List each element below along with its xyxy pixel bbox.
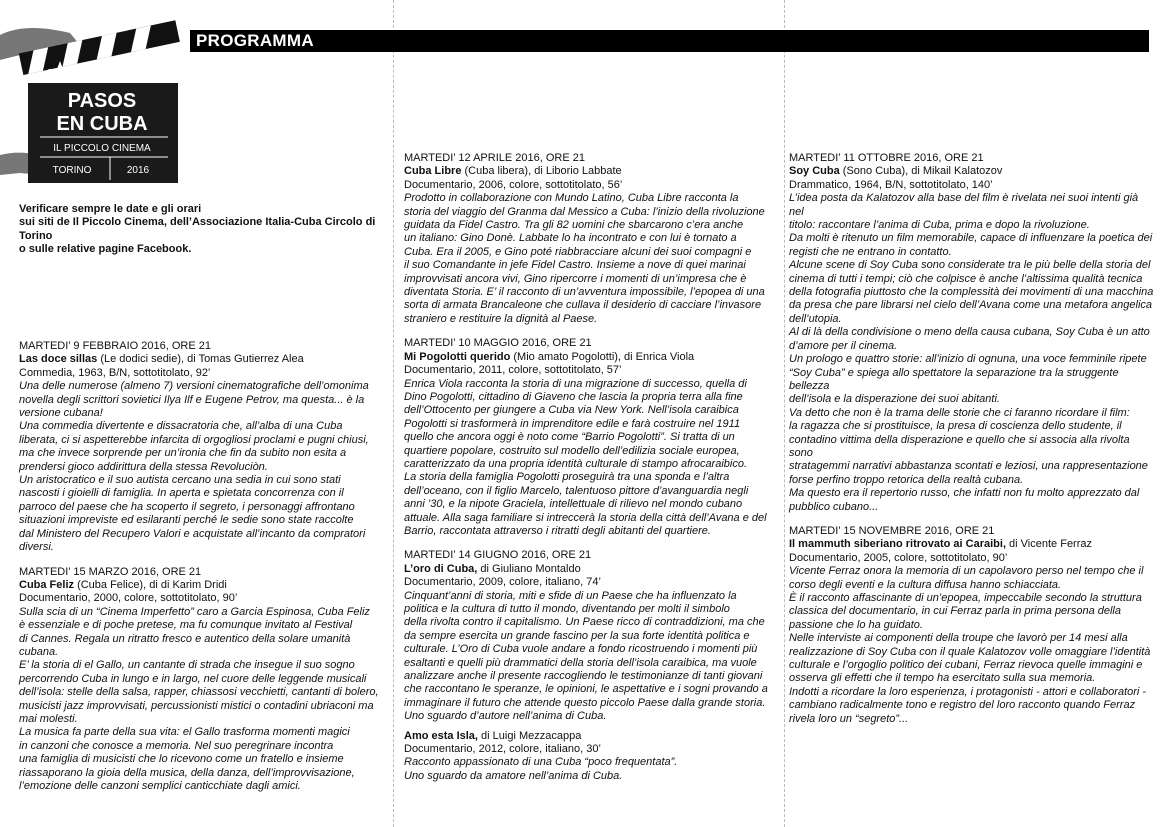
notice-line-3: o sulle relative pagine Facebook. — [19, 243, 192, 256]
event-description: L’idea posta da Kalatozov alla base del film è rivelata nei suoi intenti già nel titolo: raccontare l’anima di Cuba, prima e dopo la rivoluzione. Da molti è ritenuto un film memorabile, capace di influenzare la poetica dei registi che ne entrano in contatto. Alcune scene di Soy Cuba sono considerate tra le più belle della storia del cinema di tutti i tempi; ciò che colpisce è anche l’altissima qualità tecnica della fotografia piuttosto che la complessità dei movimenti di una macchina da presa che pare librarsi nel cielo dell’Avana come una metafora angelica dell’utopia. Al di là della condivisione o meno della causa cubana, Soy Cuba è un atto d’amore per il cinema. Un prologo e quattro storie: all’inizio di ognuna, una voce femminile ripete “Soy Cuba” e spiega allo spettatore la separazione tra la struggente bellezza dell’isola e la disperazione dei suoi abitanti. Va detto che non è la trama delle storie che ci faranno ricordare il film: la ragazza che si prostituisce, la presa di coscienza dello studente, il contadino vittima della disperazione e quello che si associa alla rivolta sono stratagemmi narrativi abbastanza scontati e leziosi, una rappresentazione forse perfino troppo retorica della realtà cubana. Ma questo era il repertorio russo, che infatti non fu molto apprezzato dal pubblico cubano... — [789, 192, 1154, 513]
event-subtitle: (Sono Cuba), di Mikail Kalatozov — [839, 165, 1003, 178]
event-date: MARTEDI’ 15 MARZO 2016, ORE 21 — [19, 565, 202, 578]
event-date: MARTEDI’ 12 APRILE 2016, ORE 21 — [404, 152, 585, 164]
column-right — [789, 152, 1154, 737]
event-cuba-libre — [404, 152, 769, 326]
event-date: MARTEDI’ 11 OTTOBRE 2016, ORE 21 — [789, 152, 984, 164]
event-title-line — [404, 730, 769, 743]
event-subtitle: (Cuba Felice), di di Karim Dridi — [74, 578, 227, 591]
logo-text-piccolo-cinema: IL PICCOLO CINEMA — [53, 143, 151, 154]
event-meta: Documentario, 2005, colore, sottotitolato, 90’ — [789, 551, 1008, 564]
event-title-line — [19, 579, 381, 592]
event-title: Amo esta Isla, — [404, 729, 478, 742]
event-title: Las doce sillas — [19, 353, 98, 366]
event-meta: Documentario, 2000, colore, sottotitolato, 90’ — [19, 592, 238, 605]
event-cuba-feliz — [19, 566, 381, 794]
logo-text-en-cuba: EN CUBA — [56, 113, 148, 135]
event-meta: Commedia, 1963, B/N, sottotitolato, 92’ — [19, 366, 211, 379]
event-subtitle: di Giuliano Montaldo — [477, 562, 581, 575]
fold-line-2 — [784, 0, 785, 827]
event-description: Racconto appassionato di una Cuba “poco frequentata”. Uno sguardo da amatore nell’anima di Cuba. — [404, 756, 678, 782]
event-description: Prodotto in collaborazione con Mundo Latino, Cuba Libre racconta la storia del viaggio del Granma dal Messico a Cuba: l’inizio della rivoluzione guidata da Fidel Castro. Tra gli 82 uomini che sbarcarono c’era anche un italiano: Gino Donè. Labbate lo ha incontrato e con lui è tornato a Cuba. Era il 2005, e Gino poté riabbracciare alcuni dei suoi compagni e il suo Comandante in jefe Fidel Castro. Insieme a nove di quei marinai improvvisati ancora vivi, Gino ripercorre i momenti di un’impresa che è diventata Storia. E’ il racconto di un’avventura impossibile, l’epopea di una sorta di armata Brancaleone che cullava il desiderio di cacciare l’invasore straniero e restituire la dignità al Paese. — [404, 192, 765, 325]
event-soy-cuba — [789, 152, 1154, 514]
event-title: Soy Cuba — [789, 165, 840, 178]
event-las-doce-sillas — [19, 340, 381, 555]
event-subtitle: (Cuba libera), di Liborio Labbate — [461, 165, 622, 178]
notice-line-1: Verificare sempre le date e gli orari — [19, 203, 202, 215]
event-title: Cuba Libre — [404, 165, 462, 178]
event-title: Cuba Feliz — [19, 578, 75, 591]
event-amo-esta-isla — [404, 730, 769, 784]
page-title: PROGRAMMA — [196, 31, 314, 50]
schedule-notice — [19, 203, 381, 257]
event-title: Il mammuth siberiano ritrovato ai Caraibi, — [789, 538, 1006, 551]
event-subtitle: di Luigi Mezzacappa — [477, 729, 582, 742]
logo-text-pasos: PASOS — [67, 90, 137, 112]
logo-text-year: 2016 — [126, 165, 150, 176]
event-subtitle: di Vicente Ferraz — [1006, 538, 1093, 551]
column-middle — [404, 152, 769, 794]
event-description: Sulla scia di un “Cinema Imperfetto” caro a Garcia Espinosa, Cuba Feliz è essenziale e di poche pretese, ma fu comunque invitato al Festival di Cannes. Regala un ritratto fresco e autentico della solare umanità cubana. E’ la storia di el Gallo, un cantante di strada che insegue il suo sogno percorrendo Cuba in lungo e in largo, nel cuore delle leggende musicali dell’isola: stelle della salsa, rapper, chiassosi vecchietti, cantanti di bolero, musicisti jazz improvvisati, percussionisti mistici o contadini ubriaconi ma mai molesti. La musica fa parte della sua vita: el Gallo trasforma momenti magici in canzoni che conosce a memoria. Nel suo peregrinare incontra una famiglia di musicisti che lo ricevono come un fratello e insieme riassaporano la gioia della musica, della danza, dell’improvvisazione, l’emozione delle canzoni semplici canticchiate dagli amici. — [19, 605, 379, 792]
event-meta: Documentario, 2006, colore, sottotitolato, 56’ — [404, 178, 623, 191]
event-mi-pogolotti-querido — [404, 337, 769, 538]
event-meta: Drammatico, 1964, B/N, sottotitolato, 140’ — [789, 178, 993, 191]
event-description: Vicente Ferraz onora la memoria di un capolavoro perso nel tempo che il corso degli eventi e la cultura diffusa hanno schiacciata. È il racconto affascinante di un’epopea, impeccabile secondo la struttura classica del documentario, in cui Ferraz parla in prima persona della passione che lo ha guidato. Nelle interviste ai componenti della troupe che lavorò per 14 mesi alla realizzazione di Soy Cuba con il quale Kalatozov volle omaggiare l’identità culturale e l’orgoglio politico dei cubani, Ferraz rievoca quelle immagini e osserva gli effetti che il tempo ha esercitato sulla sua memoria. Indotti a ricordare la loro esperienza, i protagonisti - attori e collaboratori - cambiano radicalmente tono e registro del loro racconto quando Ferraz rivela loro un “segreto”... — [789, 565, 1151, 725]
fold-line-1 — [393, 0, 394, 827]
event-title-line — [789, 538, 1154, 551]
logo-text-torino: TORINO — [52, 165, 92, 176]
event-il-mammuth-siberiano — [789, 525, 1154, 726]
event-l-oro-di-cuba — [404, 549, 769, 723]
event-subtitle: (Le dodici sedie), di Tomas Gutierrez Alea — [97, 353, 304, 366]
programma-header-bar — [190, 30, 1149, 52]
event-meta: Documentario, 2011, colore, sottotitolato, 57’ — [404, 364, 622, 377]
pasos-en-cuba-clapperboard-logo — [0, 15, 190, 190]
event-meta: Documentario, 2012, colore, italiano, 30’ — [404, 743, 601, 756]
event-meta: Documentario, 2009, colore, italiano, 74’ — [404, 576, 601, 589]
event-date: MARTEDI’ 15 NOVEMBRE 2016, ORE 21 — [789, 524, 995, 537]
event-title-line — [404, 165, 769, 178]
event-date: MARTEDI’ 10 MAGGIO 2016, ORE 21 — [404, 337, 592, 350]
event-title-line — [404, 351, 769, 364]
column-left — [19, 340, 381, 804]
event-title-line — [19, 353, 381, 366]
event-description: Enrica Viola racconta la storia di una migrazione di successo, quella di Dino Pogolotti, cittadino di Giaveno che lascia la propria terra alla fine dell’Ottocento per giungere a Cuba via New York. Nell’isola caraibica Pogolotti si trasformerà in imprenditore edile e farà costruire nel 1911 quello che ancora oggi è noto come “Barrio Pogolotti”. Si tratta di un quartiere popolare, costruito sul modello dell’edilizia sociale europea, caratterizzato da una propria identità culturale di stampo afrocaraibico. La storia della famiglia Pogolotti proseguirà tra una sponda e l’altra dell’oceano, con il figlio Marcelo, talentuoso pittore d’avanguardia negli anni ’30, e la nipote Graciela, intellettuale di rilievo nel mondo cubano attuale. Alla saga familiare si intreccerà la storia della città dell’Avana e del Barrio, raccontata attraverso i ritratti degli abitanti del quartiere. — [404, 377, 767, 537]
event-date: MARTEDI’ 9 FEBBRAIO 2016, ORE 21 — [19, 340, 211, 352]
event-date: MARTEDI’ 14 GIUGNO 2016, ORE 21 — [404, 549, 592, 562]
event-description: Una delle numerose (almeno 7) versioni cinematografiche dell’omonima novella degli scrittori sovietici Ilya Ilf e Eugene Petrov, ma questa... è la versione cubana! Una commedia divertente e dissacratoria che, all’alba di una Cuba liberata, ci si aspetterebbe infarcita di orgogliosi proclami e pugni chiusi, ma che invece sorprende per un’ironia che fin da subito non esita a prendersi gioco addirittura della stessa Revoluciòn. Un aristocratico e il suo autista cercano una sedia in cui sono stati nascosti i gioielli di famiglia. In aperta e spietata concorrenza con il parroco del paese che ha scoperto il segreto, i personaggi affrontano situazioni impreviste ed esilaranti perché le sedie sono state raccolte dal Ministero del Recupero Valori e acquistate all’incanto da compratori diversi. — [19, 380, 369, 554]
event-title-line — [404, 563, 769, 576]
event-subtitle: (Mio amato Pogolotti), di Enrica Viola — [510, 350, 695, 363]
event-title: Mi Pogolotti querido — [404, 350, 511, 363]
notice-line-2: sui siti de Il Piccolo Cinema, dell’Associazione Italia-Cuba Circolo di Torino — [19, 216, 376, 242]
event-title-line — [789, 165, 1154, 178]
event-title: L’oro di Cuba, — [404, 562, 478, 575]
event-description: Cinquant’anni di storia, miti e sfide di un Paese che ha influenzato la politica e la cultura di tutto il mondo, diventando per molti il simbolo della rivolta contro il capitalismo. Un Paese ricco di contraddizioni, ma che da sempre esercita un grande fascino per la sua forte identità politica e culturale. L’Oro di Cuba vuole andare a fondo ricostruendo i momenti più esaltanti e quelli più drammatici della storia dell’isola caraibica, ma vuole analizzare anche il presente raccogliendo le testimonianze di tanti giovani che raccontano le speranze, le opinioni, le aspettative e i sogni provando a immaginare il futuro che attende questo piccolo Paese dalla grande storia. Uno sguardo d’autore nell’anima di Cuba. — [404, 589, 768, 723]
